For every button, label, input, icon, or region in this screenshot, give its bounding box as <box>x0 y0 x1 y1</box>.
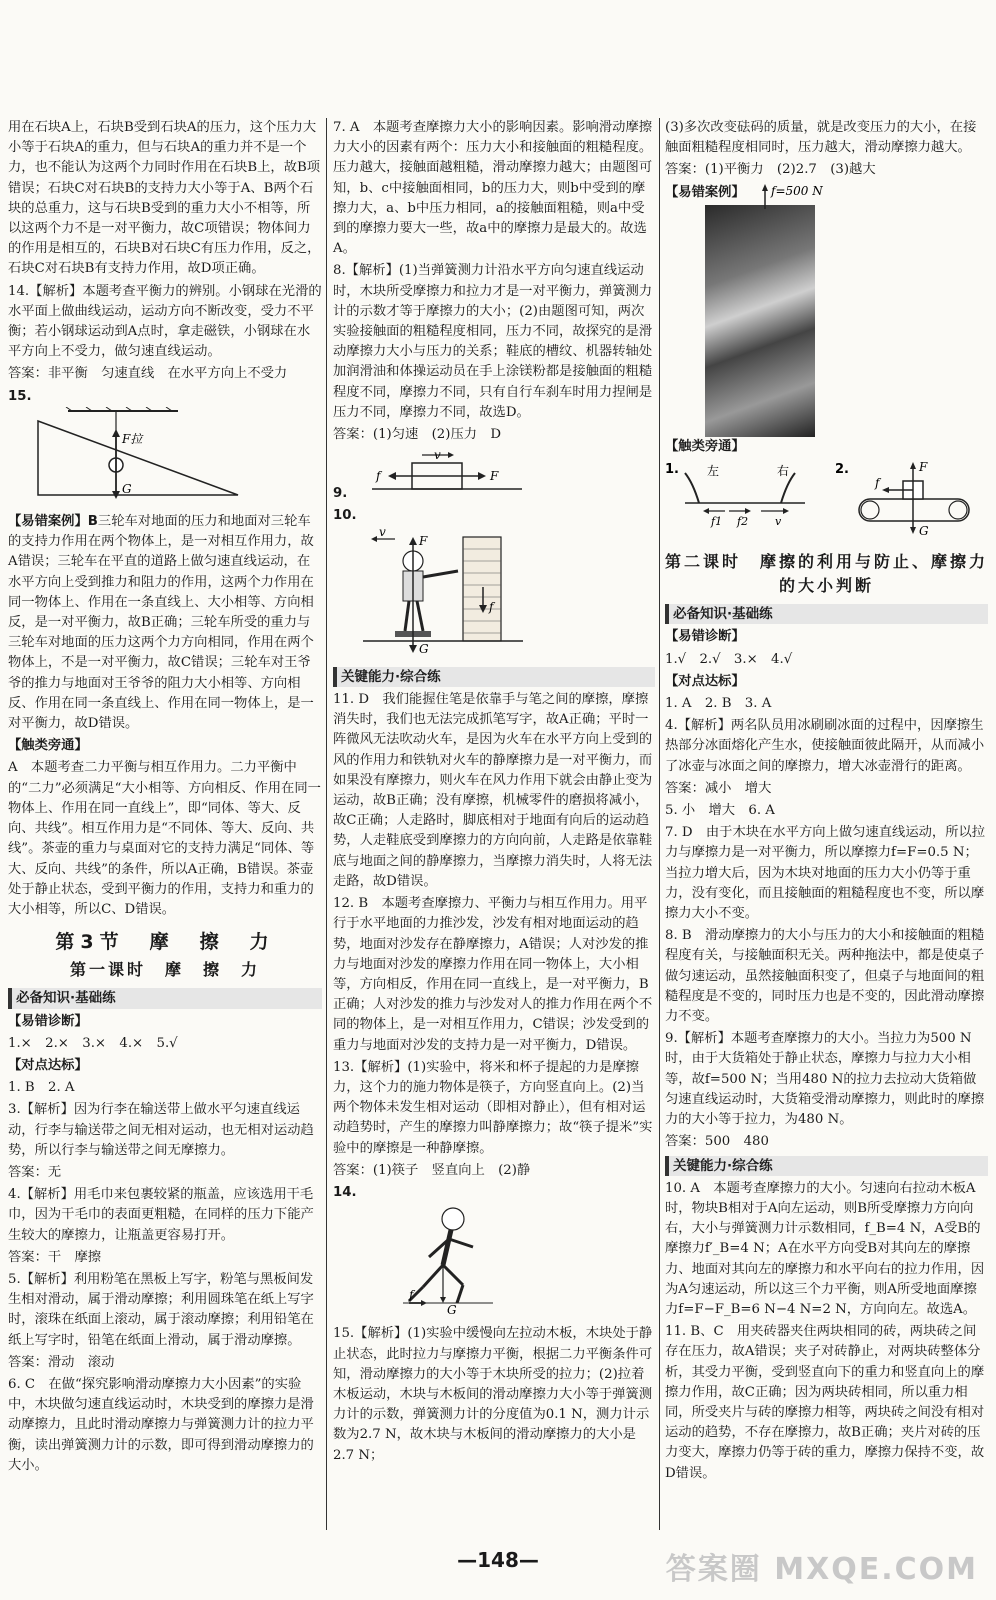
q5-answer: 答案：滑动 滚动 <box>8 1354 115 1370</box>
t2-label: 2. <box>835 462 849 478</box>
touch-head-3: 【触类旁通】 <box>665 438 745 454</box>
lesson-2-title: 第二课时 摩擦的利用与防止、摩擦力的大小判断 <box>665 552 989 596</box>
q4-answer-3: 答案：减小 增大 <box>665 780 772 796</box>
q10-analysis-3: 10. A 本题考查摩擦力的大小。匀速向右拉动木板A时，物块B相对于A向左运动，则B所受摩擦力方向向右，大小与弹簧测力计示数相同，f_B=4 N，A受B的摩擦力f′_B=4 N；A在水平方向受B对其向左的摩擦力、地面对其向左的摩擦力和水平向右的拉力作用，因为A匀速运动，所以这三个力平衡，则A所受地面摩擦力f=F−F_B=6 N−4 N=2 N，方向向左。故选A。 <box>665 1180 985 1317</box>
q7-analysis: 7. A 本题考查摩擦力大小的影响因素。影响滑动摩擦力大小的因素有两个：压力大小和接触面的粗糙程度。压力越大，接触面越粗糙，滑动摩擦力越大；由题图可知，b、c中接触面相同，b的压力大，则b中受到的摩擦力大，a、b中压力相同，a的接触面粗糙，则a中受到的摩擦力要大一些，故a中的摩擦力是最大的。故选A。 <box>333 120 653 257</box>
t1-left: 左 <box>707 464 720 479</box>
label-f14: f <box>409 1288 414 1303</box>
t2-f: f <box>875 476 880 491</box>
q9-answer-3: 答案：500 480 <box>665 1134 769 1150</box>
figure-10 <box>333 506 655 663</box>
p3-text: (3)多次改变砝码的质量，就是改变压力的大小，在接触面粗糙程度相同时，压力越大，滑动摩擦力越大。 <box>665 120 977 156</box>
column-2 <box>333 118 655 1468</box>
runner-diagram <box>333 1203 633 1315</box>
label-G10: G <box>419 641 429 656</box>
q15-label: 15. <box>8 388 32 404</box>
target-head-3: 【对点达标】 <box>665 673 745 689</box>
answers-1-3: 1. A 2. B 3. A <box>665 696 772 712</box>
q12-analysis: 12. B 本题考查摩擦力、平衡力与相互作用力。用平行于水平地面的力推沙发，沙发有相对地面运动的趋势，地面对沙发存在静摩擦力，A错误；人对沙发的推力与地面对沙发的摩擦力作用在同一物体上，大小相等，方向相反，作用在同一直线上，是一对平衡力，B正确；人对沙发的推力与沙发对人的推力作用在两个不同的物体上，是一对相互作用力，C错误；沙发受到的重力与地面对沙发的支持力是一对平衡力，D错误。 <box>333 896 653 1053</box>
t1-right: 右 <box>777 464 790 479</box>
page-number: —148— <box>457 1548 539 1572</box>
basic-section-head: 必备知识·基础练 <box>8 988 322 1008</box>
q8-analysis-3: 8. B 滑动摩擦力的大小与压力的大小和接触面的粗糙程度有关，与接触面积无关。两种拖法中，都是使桌子做匀速运动，虽然接触面积变了，但桌子与地面间的粗糙程度是不变的，同时压力也是不变的，因此滑动摩擦力不变。 <box>665 928 985 1025</box>
touch-text: A 本题考查二力平衡与相互作用力。二力平衡中的“二力”必须满足“大小相等、方向相反、作用在同一物体上、作用在同一直线上”，即“同体、等大、反向、共线”。相互作用力是“不同体、等大、反向、共线”。茶壶的重力与桌面对它的支持力满足“同体、等大、反向、共线”的条件，所以A正确，B错误。茶壶处于静止状态，受到平衡力的作用，支持力和重力的大小相等，所以C、D错误。 <box>8 760 321 917</box>
q11-analysis: 11. D 我们能握住笔是依靠手与笔之间的摩擦，摩擦消失时，我们也无法完成抓笔写字，故A正确；平时一阵微风无法吹动火车，是因为火车在水平方向上受到的风的作用力和铁轨对火车的静摩擦力是一对平衡力，而如果没有摩擦力，则火车在风力作用下就会由静止变为运动，故B正确；没有摩擦，机械零件的磨损将减小，故C正确；人走路时，脚底相对于地面有向后的运动趋势，人走鞋底受到摩擦力的方向向前，人走路是依靠鞋底与地面之间的静摩擦力，当摩擦力消失时，人将无法走路，故D错误。 <box>333 692 653 889</box>
error-case-text: 三轮车对地面的压力和地面对三轮车的支持力作用在两个物体上，是一对相互作用力，故A错误；三轮车在平直的道路上做匀速直线运动，在水平方向上受到推力和阻力的作用，这两个力作用在同一物体上、作用在一条直线上、大小相等、方向相反，是一对平衡力，故B正确；三轮车所受的重力与三轮车对地面的压力这两个力方向相同，作用在两个物体上，不是一对平衡力，故C错误；三轮车对王爷爷的推力与地面对王爷爷的阻力大小相等、方向相反、作用在同一条直线上、作用在同一物体上，是一对平衡力，故D错误。 <box>8 514 314 732</box>
wall-skater-diagram <box>333 527 633 657</box>
runner-body <box>443 1230 451 1265</box>
watermark: 答案圈 MXQE.COM <box>665 1552 978 1587</box>
q9-label: 9. <box>333 486 348 502</box>
t2-F: F <box>919 460 928 475</box>
t1-hand-left <box>685 473 699 503</box>
answers-5-6: 5. 小 增大 6. A <box>665 803 775 819</box>
diagnose-head: 【易错诊断】 <box>8 1013 88 1029</box>
target-head: 【对点达标】 <box>8 1057 88 1073</box>
label-f: f <box>375 469 380 484</box>
lesson-1-title: 第一课时 摩 擦 力 <box>69 960 260 980</box>
label-f10: f <box>489 599 494 614</box>
label-photo-force: f=500 N <box>771 183 823 198</box>
q8-analysis: 8.【解析】(1)当弹簧测力计沿水平方向匀速直线运动时，木块所受摩擦力和拉力才是一对平衡力，弹簧测力计的示数才等于摩擦力的大小；(2)由题图可知，两次实验接触面的粗糙程度相同，压力不同，故探究的是滑动摩擦力大小与压力的关系；鞋底的槽纹、机器转轴处加润滑油和体操运动员在手上涂镁粉都是接触面的粗糙程度不同，摩擦力不同，只有自行车刹车时用力捏闸是压力不同，摩擦力不同，故选D。 <box>333 263 653 420</box>
label-g: G <box>122 481 132 496</box>
diagnose-answers-3: 1.√ 2.√ 3.× 4.√ <box>665 651 793 667</box>
label-v10: v <box>379 526 386 539</box>
basic-section-head-3: 必备知识·基础练 <box>665 604 988 624</box>
q4-analysis: 4.【解析】用毛巾来包裹较紧的瓶盖，应该选用干毛巾，因为干毛巾的表面更粗糙，在同样的压力下能产生较大的摩擦力，让瓶盖更容易打开。 <box>8 1187 314 1243</box>
leg-left <box>405 601 409 631</box>
figure-15 <box>8 387 322 510</box>
label-G14: G <box>447 1303 457 1316</box>
t1-v: v <box>775 515 782 529</box>
runner-leg-back <box>423 1265 443 1287</box>
figure-14 <box>333 1183 655 1322</box>
q7-analysis-3: 7. D 由于木块在水平方向上做匀速直线运动，所以拉力与摩擦力是一对平衡力，所以摩擦力f=F=0.5 N；当拉力增大后，因为木块对地面的压力大小仍等于重力，没有变化，而且接触面的粗糙程度也不变，所以摩擦力大小不变。 <box>665 825 986 922</box>
touch-head: 【触类旁通】 <box>8 738 88 754</box>
q13-answer: 答案：(1)筷子 竖直向上 (2)静 <box>333 1162 531 1178</box>
column-divider-1 <box>326 118 327 1530</box>
q14-label: 14. <box>333 1184 357 1200</box>
leg-right <box>417 601 423 631</box>
section-3-title: 第3节 摩 擦 力 <box>55 931 275 954</box>
p3-answer: 答案：(1)平衡力 (2)2.7 (3)越大 <box>665 162 876 178</box>
figure-9 <box>333 447 655 504</box>
key-section-head-3: 关键能力·综合练 <box>665 1156 988 1176</box>
answers-1-2: 1. B 2. A <box>8 1080 75 1096</box>
t1-label: 1. <box>665 462 679 478</box>
runner-head <box>442 1208 464 1230</box>
error-case-head: 【易错案例】B <box>8 514 98 530</box>
column-3 <box>665 118 988 1486</box>
q10-label: 10. <box>333 508 357 524</box>
runner-leg-front <box>443 1265 463 1285</box>
label-f-pull: F拉 <box>122 431 143 446</box>
key-section-head: 关键能力·综合练 <box>333 667 655 687</box>
arm-line <box>423 571 458 577</box>
runner-arm-front <box>449 1239 473 1247</box>
q3-analysis: 3.【解析】因为行李在输送带上做水平匀速直线运动，行李与输送带之间无相对运动，也无相对运动趋势，所以行李与输送带之间无摩擦力。 <box>8 1102 314 1158</box>
q4-analysis-3: 4.【解析】两名队员用冰刷刷冰面的过程中，因摩擦生热部分冰面熔化产生水，使接触面彼此隔开，从而减小了冰壶与冰面之间的摩擦力，增大冰壶滑行的距离。 <box>665 718 985 774</box>
q15-analysis: 15.【解析】(1)实验中缓慢向左拉动木板，木块处于静止状态，此时拉力与摩擦力平衡，根据二力平衡条件可知，滑动摩擦力的大小等于木块所受的拉力；(2)拉着木板运动，木块与木板间的滑动摩擦力大小等于弹簧测力计的示数，弹簧测力计的分度值为0.1 N，测力计示数为2.7 N，故木块与木板间的滑动摩擦力的大小是2.7 N； <box>333 1326 653 1463</box>
t1-f2: f2 <box>737 515 749 529</box>
q3-answer: 答案：无 <box>8 1164 62 1180</box>
touch-figures <box>665 459 988 546</box>
q14-answer: 答案：非平衡 匀速直线 在水平方向上不受力 <box>8 366 288 382</box>
brick-wall <box>463 537 501 641</box>
q9-analysis-3: 9.【解析】本题考查摩擦力的大小。当拉力为500 N时，由于大货箱处于静止状态，摩擦力与拉力大小相等，故f=500 N；当用480 N的拉力去拉动大货箱做匀速直线运动时，大货箱受滑动摩擦力，则此时的摩擦力的大小等于拉力，为480 N。 <box>665 1031 985 1128</box>
q4-answer: 答案：干 摩擦 <box>8 1249 102 1265</box>
q8-answer: 答案：(1)匀速 (2)压力 D <box>333 427 502 443</box>
t1-f1: f1 <box>711 515 723 529</box>
q11-analysis-3: 11. B、C 用夹砖器夹住两块相同的砖，两块砖之间存在压力，故A错误；夹子对砖静止，对两块砖整体分析，其受力平衡，受到竖直向下的重力和竖直向上的摩擦力作用，故C正确；因为两块砖相同，所以重力相同，所受夹片与砖的摩擦力相等，两块砖之间没有相对运动的趋势，不存在摩擦力，故B正确；夹片对砖的压力变大，摩擦力仍等于砖的重力，摩擦力保持不变，故D错误。 <box>665 1324 985 1481</box>
t2-G: G <box>919 524 929 539</box>
q13-analysis: 13.【解析】(1)实验中，将米和杯子提起的力是摩擦力，这个力的施力物体是筷子，方向竖直向上。(2)当两个物体未发生相对运动（即相对静止），但有相对运动趋势时，产生的摩擦力叫静摩擦力；故“筷子提米”实验中的摩擦是一种静摩擦。 <box>333 1059 653 1156</box>
q6-analysis: 6. C 在做“探究影响滑动摩擦力大小因素”的实验中，木块做匀速直线运动时，木块受到的摩擦力是滑动摩擦力，且此时滑动摩擦力与弹簧测力计的拉力平衡，读出弹簧测力计的示数，即可得到滑动摩擦力的大小。 <box>8 1376 314 1473</box>
column-divider-2 <box>659 118 660 1530</box>
photo-arrow <box>725 181 855 211</box>
diagnose-head-3: 【易错诊断】 <box>665 629 745 645</box>
q14-analysis: 14.【解析】本题考查平衡力的辨别。小钢球在光滑的水平面上做曲线运动，运动方向不断改变，受力不平衡；若小钢球运动到A点时，拿走磁铁，小钢球在水平方向上不受力，做匀速直线运动。 <box>8 283 322 360</box>
label-F10: F <box>419 533 428 548</box>
para-continued: 用在石块A上，石块B受到石块A的压力，这个压力大小等于石块A的重力，但与石块A的重力并不是一个力，也不能认为这两个力同时作用在石块B上，故B项错误；石块C对石块B的支持力大小等于A、B两个石块的总重力，这与石块B受到的重力大小不相等，所以这两个力不是一对平衡力，故C项错误；物体间力的作用是相互的，石块B对石块C有压力作用，反之，石块C对石块B有支持力作用，故D项正确。 <box>8 120 321 277</box>
diagnose-answers: 1.× 2.× 3.× 4.× 5.√ <box>8 1035 178 1051</box>
touch-diagrams <box>665 459 983 539</box>
q5-analysis: 5.【解析】利用粉笔在黑板上写字，粉笔与黑板间发生相对滑动，属于滑动摩擦；利用圆珠笔在纸上写字时，滚珠在纸面上滚动，属于滚动摩擦；利用铅笔在纸上写字时，铅笔在纸面上滑动，属于滑动摩擦。 <box>8 1271 314 1348</box>
label-F: F <box>489 469 498 484</box>
incline-diagram <box>8 407 308 503</box>
column-1 <box>8 118 322 1478</box>
block-diagram <box>352 447 652 497</box>
error-case-head-3: 【易错案例】 <box>665 184 745 200</box>
label-v: v <box>433 448 441 463</box>
tug-photo <box>705 205 815 437</box>
